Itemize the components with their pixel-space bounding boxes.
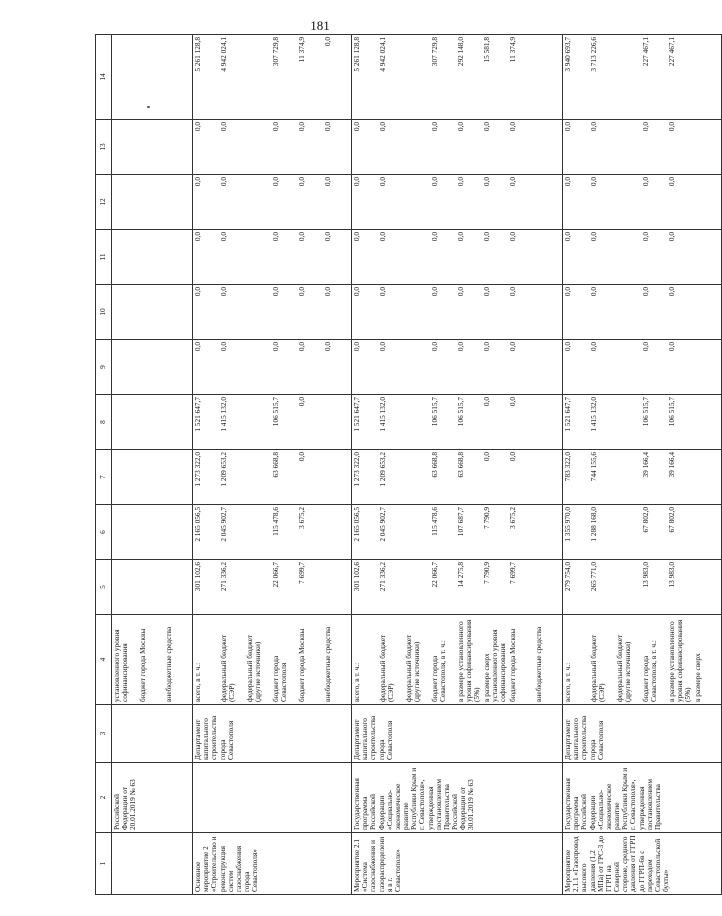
value: 0,0 [271,177,280,187]
value: 0,0 [193,287,202,297]
cell-value-col-7 [352,450,563,505]
value: 11 374,9 [297,37,306,63]
value: 0,0 [271,342,280,352]
value [246,562,272,612]
cell-value-col-9 [563,340,722,395]
value [405,452,431,502]
value: 0,0 [641,342,650,352]
value [535,507,561,557]
value: 0,0 [667,342,676,352]
value: 67 802,0 [641,507,650,533]
source-label: федеральный бюджет (другие источники) [245,634,263,702]
cell-sources [112,615,193,705]
cell-program [193,763,352,833]
value: 0,0 [430,287,439,297]
value [405,37,431,117]
value: 1 415 132,0 [589,397,598,432]
source-label: федеральный бюджет (СЭР) [378,634,396,702]
value: 0,0 [456,232,465,242]
value [535,287,561,337]
source-label: федеральный бюджет (другие источники) [404,634,422,702]
table-row [352,35,563,895]
cell-value-col-10 [563,285,722,340]
value: 0,0 [589,232,598,242]
value: 63 668,8 [456,452,465,478]
source-label: федеральный бюджет (СЭР) [589,634,607,702]
table-row-partial [112,35,193,895]
value [324,507,350,557]
value: 2 045 902,7 [219,507,228,542]
cell-value-col-6 [352,505,563,560]
page-number: 181 [310,18,330,33]
value [616,342,642,392]
value: 1 521 647,7 [193,397,202,432]
value: 744 155,6 [589,452,598,482]
value: 1 209 653,2 [378,452,387,487]
value: 2 165 056,5 [193,507,202,542]
value: 0,0 [378,287,387,297]
value: 0,0 [378,177,387,187]
table-row [193,35,352,895]
value: 0,0 [641,122,650,132]
column-number-14: 14 [96,35,112,120]
value: 0,0 [297,397,306,407]
budget-table [95,34,722,895]
value: 0,0 [667,232,676,242]
value [694,232,720,282]
table-row [563,35,722,895]
value: 3 675,2 [297,507,306,529]
cell-value-col-7 [193,450,352,505]
source-label: всего, в т. ч.: [352,662,361,702]
value: 0,0 [641,232,650,242]
value: 0,0 [323,232,332,242]
value: 0,0 [456,342,465,352]
source-label: внебюджетные средства [534,626,543,702]
value: 0,0 [508,287,517,297]
source-label: внебюджетные средства [323,626,332,702]
value: 1 288 168,0 [589,507,598,542]
cell-value-col-6 [563,505,722,560]
value: 7 699,7 [297,562,306,584]
value: 0,0 [589,177,598,187]
value: 0,0 [193,122,202,132]
value: 0,0 [323,342,332,352]
cell-value-col-5 [352,560,563,615]
source-label: установленного уровня софинансирования [112,629,130,702]
value [535,342,561,392]
value: 115 478,6 [430,507,439,536]
column-number-9: 9 [96,340,112,395]
source-label: внебюджетные средства [164,626,173,702]
cell-value-col-8 [352,395,563,450]
cell-value-col-11 [193,230,352,285]
value: 0,0 [508,122,517,132]
cell-value-col-5 [563,560,722,615]
value [246,37,272,117]
value [694,562,720,612]
value: 67 802,0 [667,507,676,533]
value: 0,0 [297,342,306,352]
value: 0,0 [352,342,361,352]
value: 301 102,6 [193,562,202,592]
value: 7 790,9 [482,562,491,584]
value: 0,0 [508,177,517,187]
value: 0,0 [271,287,280,297]
value: 1 415 132,0 [219,397,228,432]
value [694,342,720,392]
value: 0,0 [219,232,228,242]
source-label: в размере сверх [693,653,702,702]
value: 0,0 [378,342,387,352]
value [616,452,642,502]
value: 0,0 [430,177,439,187]
value: 1 273 322,0 [193,452,202,487]
source-label: всего, в т. ч.: [193,662,202,702]
value: 0,0 [482,452,491,462]
source-label: бюджет города Севастополя [271,655,289,702]
cell-sources [563,615,722,705]
source-label: федеральный бюджет (другие источники) [615,634,633,702]
column-number-11: 11 [96,230,112,285]
cell-executor: Департамент капитального строительства города Севастополя [563,705,722,763]
value [246,507,272,557]
value: 0,0 [508,342,517,352]
value: 279 754,0 [563,562,572,592]
value: 107 687,7 [456,507,465,537]
cell-program: Государственная программа Российской Федерации «Социально-экономическое развитие Республики Крым и г. Севастополя», утвержденная постановлением Правительства [563,763,722,833]
value [616,507,642,557]
value: 0,0 [219,287,228,297]
source-label: федеральный бюджет (СЭР) [219,634,237,702]
value: 265 771,0 [589,562,598,592]
value: 7 699,7 [508,562,517,584]
value: 0,0 [323,37,332,47]
value: 0,0 [456,287,465,297]
cell-executor [112,705,193,763]
value [246,287,272,337]
column-number-7: 7 [96,450,112,505]
value: 1 355 970,0 [563,507,572,542]
value: 0,0 [378,232,387,242]
source-label: бюджет города Москвы [297,628,306,702]
cell-program: Российской Федерации от 20.01.2019 № 63 [112,763,193,833]
column-number-row [96,35,112,895]
cell-value-col-12 [193,175,352,230]
value [246,452,272,502]
value: 0,0 [563,232,572,242]
cell-measure: Основное мероприятие 2 «Строительство и реконструкция систем газоснабжения города Севастополя» [193,833,352,895]
column-number-3: 3 [96,705,112,763]
value: 106 515,7 [430,397,439,427]
value: 0,0 [482,287,491,297]
value: 0,0 [589,342,598,352]
value: 39 166,4 [641,452,650,478]
source-label: бюджет города Москвы [138,628,147,702]
source-label: в размере сверх установленного уровня софинансирования [482,629,508,702]
value: 0,0 [352,177,361,187]
column-number-13: 13 [96,120,112,175]
column-number-1: 1 [96,833,112,895]
cell-measure: Мероприятие 2.1 «Система газоснабжения и газораспределения в г. Севастополе» [352,833,563,895]
value: 0,0 [430,232,439,242]
cell-value-col-13 [193,120,352,175]
cell-value-col-11 [563,230,722,285]
value: 292 148,0 [456,37,465,67]
value: 0,0 [456,177,465,187]
value [405,507,431,557]
value: 0,0 [193,232,202,242]
value: 0,0 [563,177,572,187]
value: 227 467,1 [667,37,676,67]
cell-value-col-10 [352,285,563,340]
value: 0,0 [323,287,332,297]
cell-sources [352,615,563,705]
value [694,452,720,502]
cell-program: Государственная программа Российской Федерации «Социально-экономическое развитие Республики Крым и г. Севастополя», утвержденная постановлением Правительства Российской Федерации от 30.01.2019 № 63 [352,763,563,833]
value [405,232,431,282]
value [405,122,431,172]
value: 1 209 653,2 [219,452,228,487]
cell-value-col-7 [563,450,722,505]
value [616,397,642,447]
value [405,562,431,612]
value: 4 942 024,1 [378,37,387,72]
value: 0,0 [378,122,387,132]
value [246,177,272,227]
cell-value-col-8 [563,395,722,450]
column-number-10: 10 [96,285,112,340]
value [246,397,272,447]
value: 15 581,8 [482,37,491,63]
column-number-8: 8 [96,395,112,450]
value: 1 273 322,0 [352,452,361,487]
value: 0,0 [482,122,491,132]
value [405,287,431,337]
value: 0,0 [297,452,306,462]
value [535,122,561,172]
value: 0,0 [323,122,332,132]
cell-value-col-12 [563,175,722,230]
value: 0,0 [563,342,572,352]
value: 2 045 902,7 [378,507,387,542]
value: 39 166,4 [667,452,676,478]
column-number-6: 6 [96,505,112,560]
cell-sources [193,615,352,705]
cell-value-col-13 [352,120,563,175]
cell-value-col-11 [352,230,563,285]
value [694,287,720,337]
value [616,232,642,282]
cell-executor: Департамент капитального строительства города Севастополя [352,705,563,763]
value [694,37,720,117]
value: 2 165 056,5 [352,507,361,542]
value [616,37,642,117]
column-number-4: 4 [96,615,112,705]
value: 0,0 [297,122,306,132]
value: 0,0 [323,177,332,187]
value: 0,0 [508,397,517,407]
value: 0,0 [352,232,361,242]
cell-value-col-10 [193,285,352,340]
value: 1 415 132,0 [378,397,387,432]
value: 0,0 [297,287,306,297]
value: 0,0 [563,287,572,297]
value [616,562,642,612]
value: 0,0 [430,122,439,132]
value: 0,0 [667,177,676,187]
value: 106 515,7 [456,397,465,427]
value [616,287,642,337]
value: 5 261 128,8 [352,37,361,72]
column-number-2: 2 [96,763,112,833]
value: 301 102,6 [352,562,361,592]
value: 0,0 [297,232,306,242]
value: 106 515,7 [667,397,676,427]
value: 227 467,1 [641,37,650,67]
value: 0,0 [482,177,491,187]
value: 0,0 [219,122,228,132]
value [405,342,431,392]
value: 0,0 [563,122,572,132]
cell-measure: Мероприятие 2.1.1 «Газопровод высокого давления (1,2 МПа) от ГРС-3 до ГГРП на Северной стороне, среднего давления от ГГРП до ГГРП-6в с переходом Севастопольской бухты» [563,833,722,895]
value: 0,0 [219,177,228,187]
value: 0,0 [352,287,361,297]
value: 0,0 [508,452,517,462]
value: 3 675,2 [508,507,517,529]
source-label: бюджет города Севастополя, в т. ч.: [641,640,659,702]
value: 0,0 [271,122,280,132]
value [694,507,720,557]
value: 783 322,0 [563,452,572,482]
value: 1 521 647,7 [352,397,361,432]
value [246,122,272,172]
value: 0,0 [508,232,517,242]
value [405,177,431,227]
value: 106 515,7 [271,397,280,427]
value [535,232,561,282]
value: 307 729,8 [430,37,439,67]
cell-value-col-5 [193,560,352,615]
value: 3 940 693,7 [563,37,572,72]
value: 1 521 647,7 [563,397,572,432]
cell-executor: Департамент капитального строительства города Севастополя [193,705,352,763]
value: 0,0 [352,122,361,132]
value [694,177,720,227]
value: 4 942 024,1 [219,37,228,72]
value: 7 790,9 [482,507,491,529]
rotated-table-container [95,35,702,895]
value: 0,0 [482,397,491,407]
value [535,37,561,117]
value: 0,0 [589,287,598,297]
value: 0,0 [641,177,650,187]
value: 3 713 226,6 [589,37,598,72]
value [246,232,272,282]
value: 0,0 [589,122,598,132]
value: 22 066,7 [271,562,280,588]
source-label: бюджет города Севастополя, в т. ч.: [430,640,448,702]
value: 271 336,2 [219,562,228,592]
cell-value-col-12 [352,175,563,230]
source-label: в размере установленного уровня софинансирования (5%) [667,619,693,702]
source-label: всего, в т. ч.: [563,662,572,702]
value: 0,0 [667,122,676,132]
value: 0,0 [193,177,202,187]
cell-value-col-14 [193,35,352,120]
value: 0,0 [641,287,650,297]
value: 0,0 [297,177,306,187]
cell-value-col-9 [352,340,563,395]
value: 0,0 [482,342,491,352]
value [246,342,272,392]
value: 11 374,9 [508,37,517,63]
value: 0,0 [456,122,465,132]
value: 106 515,7 [641,397,650,427]
value: 5 261 128,8 [193,37,202,72]
value: 0,0 [193,342,202,352]
value: 22 066,7 [430,562,439,588]
value: 63 668,8 [271,452,280,478]
value [535,452,561,502]
value: 307 729,8 [271,37,280,67]
value [616,122,642,172]
value [324,562,350,612]
value [535,562,561,612]
value: 14 275,8 [456,562,465,588]
value: 0,0 [667,287,676,297]
value: 115 478,6 [271,507,280,536]
cell-value-col-9 [193,340,352,395]
source-label: в размере установленного уровня софинансирования (5%) [456,619,482,702]
column-number-12: 12 [96,175,112,230]
value [324,397,350,447]
value: 13 983,0 [641,562,650,588]
value [616,177,642,227]
source-label: бюджет города Москвы [508,628,517,702]
cell-value-col-6 [193,505,352,560]
cell-measure [112,833,193,895]
value [694,122,720,172]
cell-value-col-14 [563,35,722,120]
cell-value-col-8 [193,395,352,450]
value: 0,0 [271,232,280,242]
column-number-5: 5 [96,560,112,615]
value: 0,0 [219,342,228,352]
value: 63 668,8 [430,452,439,478]
value [694,397,720,447]
cell-value-col-13 [563,120,722,175]
value: 0,0 [430,342,439,352]
value: 271 336,2 [378,562,387,592]
value: 13 983,0 [667,562,676,588]
value [535,177,561,227]
cell-value-col-14 [352,35,563,120]
value: 0,0 [482,232,491,242]
value [324,452,350,502]
value [535,397,561,447]
value [405,397,431,447]
